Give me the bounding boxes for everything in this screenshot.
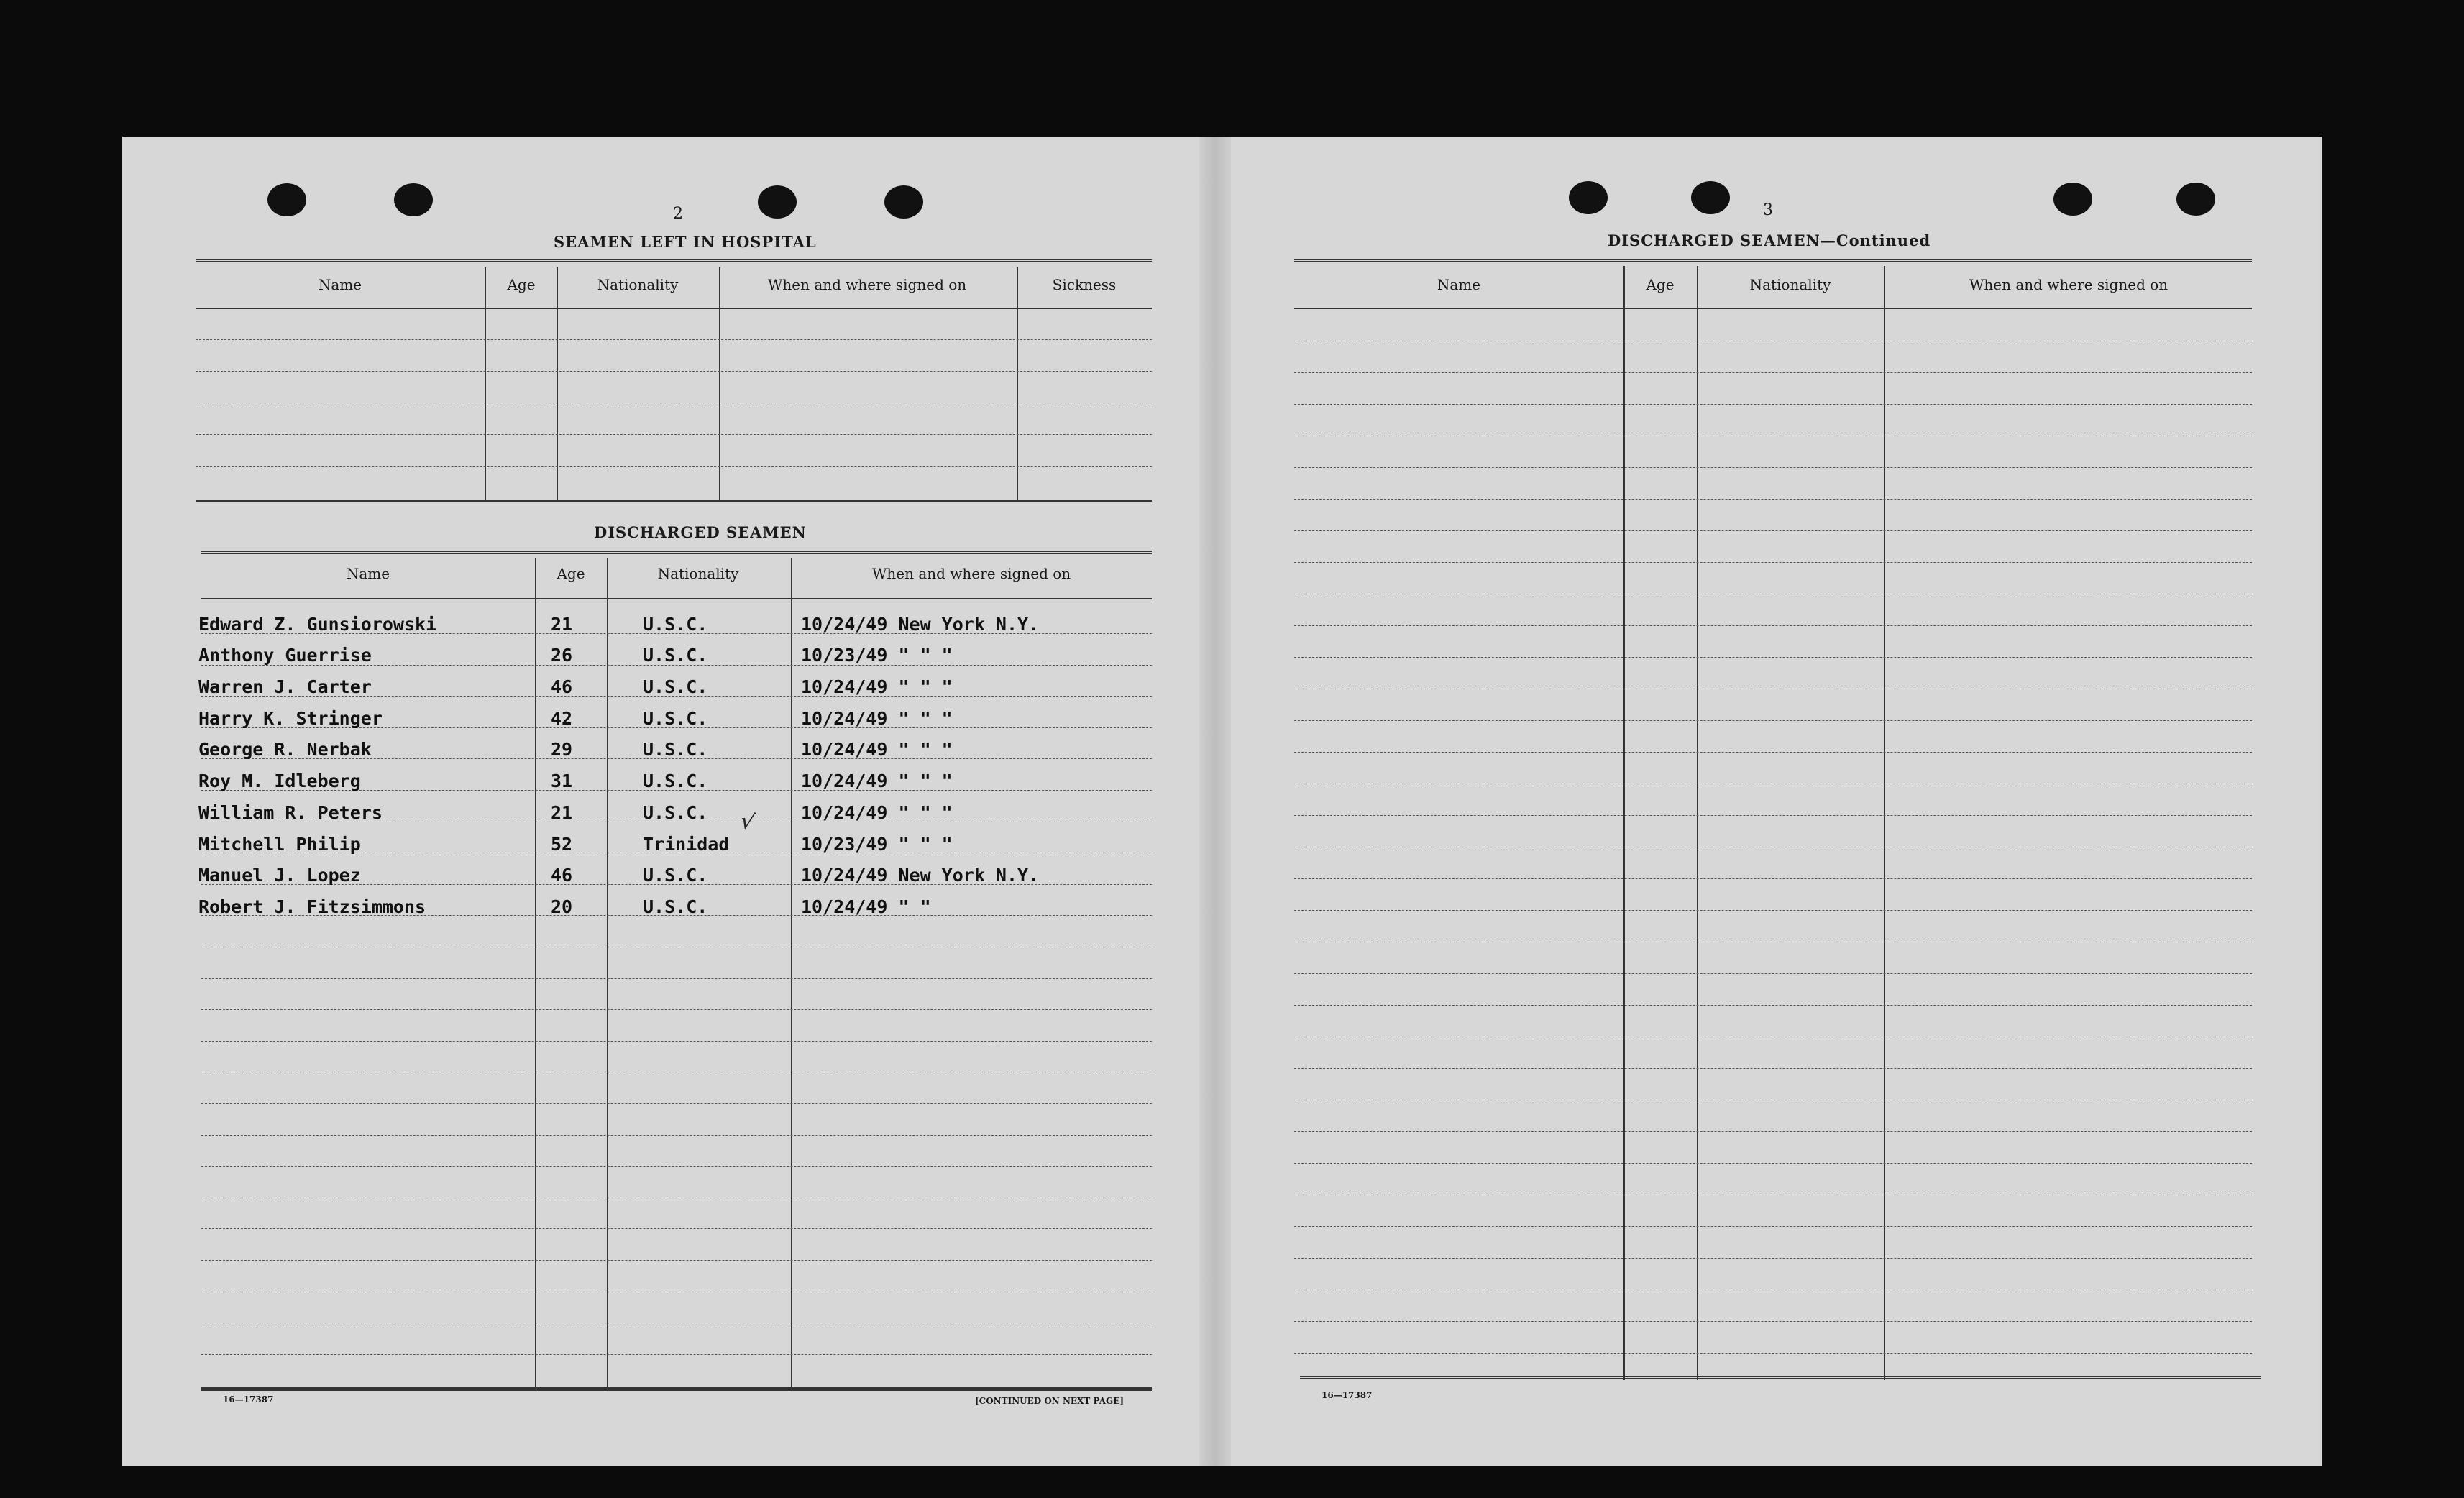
seaman-nationality: U.S.C. [643, 802, 708, 823]
continued-header-nationality: Nationality [1749, 276, 1831, 293]
table-rule [1294, 259, 2252, 262]
seaman-signed-on: 10/24/49 New York N.Y. [801, 614, 1040, 635]
row-rule [1294, 404, 2252, 405]
seaman-signed-on: 10/24/49 " " [801, 896, 931, 917]
row-rule [1294, 878, 2252, 879]
seaman-age: 29 [551, 739, 573, 760]
seaman-signed-on: 10/23/49 " " " [801, 645, 953, 666]
column-line [1017, 267, 1018, 502]
row-rule [1294, 720, 2252, 721]
row-rule [201, 1009, 1152, 1010]
table-rule [201, 1387, 1152, 1391]
seaman-nationality: U.S.C. [643, 739, 708, 760]
table-rule [201, 598, 1152, 599]
punch-hole [1569, 181, 1608, 214]
seaman-name: Warren J. Carter [198, 676, 372, 697]
continued-note: [CONTINUED ON NEXT PAGE] [975, 1396, 1125, 1406]
punch-hole [884, 185, 923, 219]
column-line [485, 267, 486, 502]
seaman-name: Anthony Guerrise [198, 645, 372, 666]
table-rule [196, 500, 1152, 502]
seaman-age: 31 [551, 771, 573, 791]
seaman-signed-on: 10/24/49 " " " [801, 739, 953, 760]
seaman-signed-on: 10/24/49 New York N.Y. [801, 865, 1040, 886]
row-rule [201, 1041, 1152, 1042]
column-line [557, 267, 558, 502]
seaman-age: 42 [551, 708, 573, 729]
discharged-continued-title: DISCHARGED SEAMEN—Continued [1608, 231, 1931, 249]
hospital-section-title: SEAMEN LEFT IN HOSPITAL [554, 233, 817, 251]
row-rule [1294, 562, 2252, 563]
seaman-nationality: U.S.C. [643, 865, 708, 886]
row-rule [201, 1166, 1152, 1167]
column-line [535, 558, 536, 1390]
continued-header-age: Age [1646, 276, 1675, 293]
seaman-signed-on: 10/23/49 " " " [801, 834, 953, 855]
punch-hole [2053, 183, 2092, 216]
row-rule [1294, 815, 2252, 816]
row-rule [1294, 1163, 2252, 1164]
discharged-header-nationality: Nationality [657, 565, 739, 582]
seaman-nationality: U.S.C. [643, 708, 708, 729]
row-rule [1294, 499, 2252, 500]
row-rule [1294, 1226, 2252, 1227]
row-rule [201, 1135, 1152, 1136]
row-rule [1294, 467, 2252, 468]
seaman-age: 46 [551, 676, 573, 697]
seaman-nationality: U.S.C. [643, 896, 708, 917]
discharged-header-age: Age [557, 565, 585, 582]
seaman-nationality: U.S.C. [643, 645, 708, 666]
punch-hole [2176, 183, 2215, 216]
punch-hole [758, 185, 797, 219]
form-number: 16—17387 [223, 1394, 274, 1405]
page-fold [1199, 137, 1231, 1466]
row-rule [1294, 973, 2252, 974]
page-number: 2 [673, 205, 683, 223]
row-rule [201, 1260, 1152, 1261]
row-rule [1294, 910, 2252, 911]
row-rule [1294, 1005, 2252, 1006]
row-rule [201, 978, 1152, 979]
seaman-name: Manuel J. Lopez [198, 865, 361, 886]
row-rule [1294, 1321, 2252, 1322]
row-rule [201, 1103, 1152, 1104]
punch-hole [394, 183, 433, 216]
column-line [719, 267, 720, 502]
form-number: 16—17387 [1322, 1390, 1373, 1400]
punch-hole [1691, 181, 1730, 214]
discharged-header-signed-on: When and where signed on [871, 565, 1071, 582]
seaman-name: George R. Nerbak [198, 739, 372, 760]
hospital-header-sickness: Sickness [1052, 276, 1117, 293]
seaman-name: William R. Peters [198, 802, 383, 823]
seaman-name: Harry K. Stringer [198, 708, 383, 729]
seaman-nationality: U.S.C. [643, 614, 708, 635]
column-line [1697, 266, 1698, 1380]
column-line [791, 558, 792, 1390]
seaman-nationality: Trinidad [643, 834, 730, 855]
row-rule [201, 1354, 1152, 1355]
row-rule [1294, 530, 2252, 531]
seaman-age: 21 [551, 614, 573, 635]
punch-hole [267, 183, 306, 216]
row-rule [1294, 1258, 2252, 1259]
hospital-header-name: Name [318, 276, 362, 293]
table-rule [201, 551, 1152, 554]
table-rule [1300, 1376, 2261, 1379]
discharged-header-name: Name [346, 565, 390, 582]
seaman-nationality: U.S.C. [643, 676, 708, 697]
row-rule [1294, 625, 2252, 626]
seaman-age: 46 [551, 865, 573, 886]
row-rule [1294, 752, 2252, 753]
seaman-name: Roy M. Idleberg [198, 771, 361, 791]
discharged-section-title: DISCHARGED SEAMEN [594, 523, 807, 541]
seaman-age: 26 [551, 645, 573, 666]
seaman-signed-on: 10/24/49 " " " [801, 771, 953, 791]
row-rule [196, 434, 1152, 435]
column-line [1884, 266, 1885, 1380]
seaman-age: 20 [551, 896, 573, 917]
seaman-signed-on: 10/24/49 " " " [801, 802, 953, 823]
seaman-name: Mitchell Philip [198, 834, 361, 855]
hospital-header-signed-on: When and where signed on [767, 276, 967, 293]
row-rule [1294, 657, 2252, 658]
seaman-name: Robert J. Fitzsimmons [198, 896, 426, 917]
continued-header-signed-on: When and where signed on [1969, 276, 2168, 293]
table-rule [196, 308, 1152, 309]
seaman-nationality: U.S.C. [643, 771, 708, 791]
row-rule [196, 371, 1152, 372]
check-mark-icon: √ [738, 808, 757, 836]
table-rule [1294, 308, 2252, 309]
row-rule [196, 339, 1152, 340]
column-line [1623, 266, 1625, 1380]
seaman-name: Edward Z. Gunsiorowski [198, 614, 437, 635]
row-rule [1294, 372, 2252, 373]
seaman-age: 21 [551, 802, 573, 823]
continued-header-name: Name [1437, 276, 1481, 293]
column-line [607, 558, 608, 1390]
page-number: 3 [1763, 201, 1773, 219]
seaman-age: 52 [551, 834, 573, 855]
row-rule [1294, 1353, 2252, 1354]
hospital-header-age: Age [507, 276, 536, 293]
row-rule [196, 466, 1152, 467]
seaman-signed-on: 10/24/49 " " " [801, 676, 953, 697]
hospital-header-nationality: Nationality [597, 276, 679, 293]
row-rule [201, 1228, 1152, 1229]
row-rule [1294, 1068, 2252, 1069]
seaman-signed-on: 10/24/49 " " " [801, 708, 953, 729]
table-rule [196, 259, 1152, 262]
row-rule [1294, 1131, 2252, 1132]
